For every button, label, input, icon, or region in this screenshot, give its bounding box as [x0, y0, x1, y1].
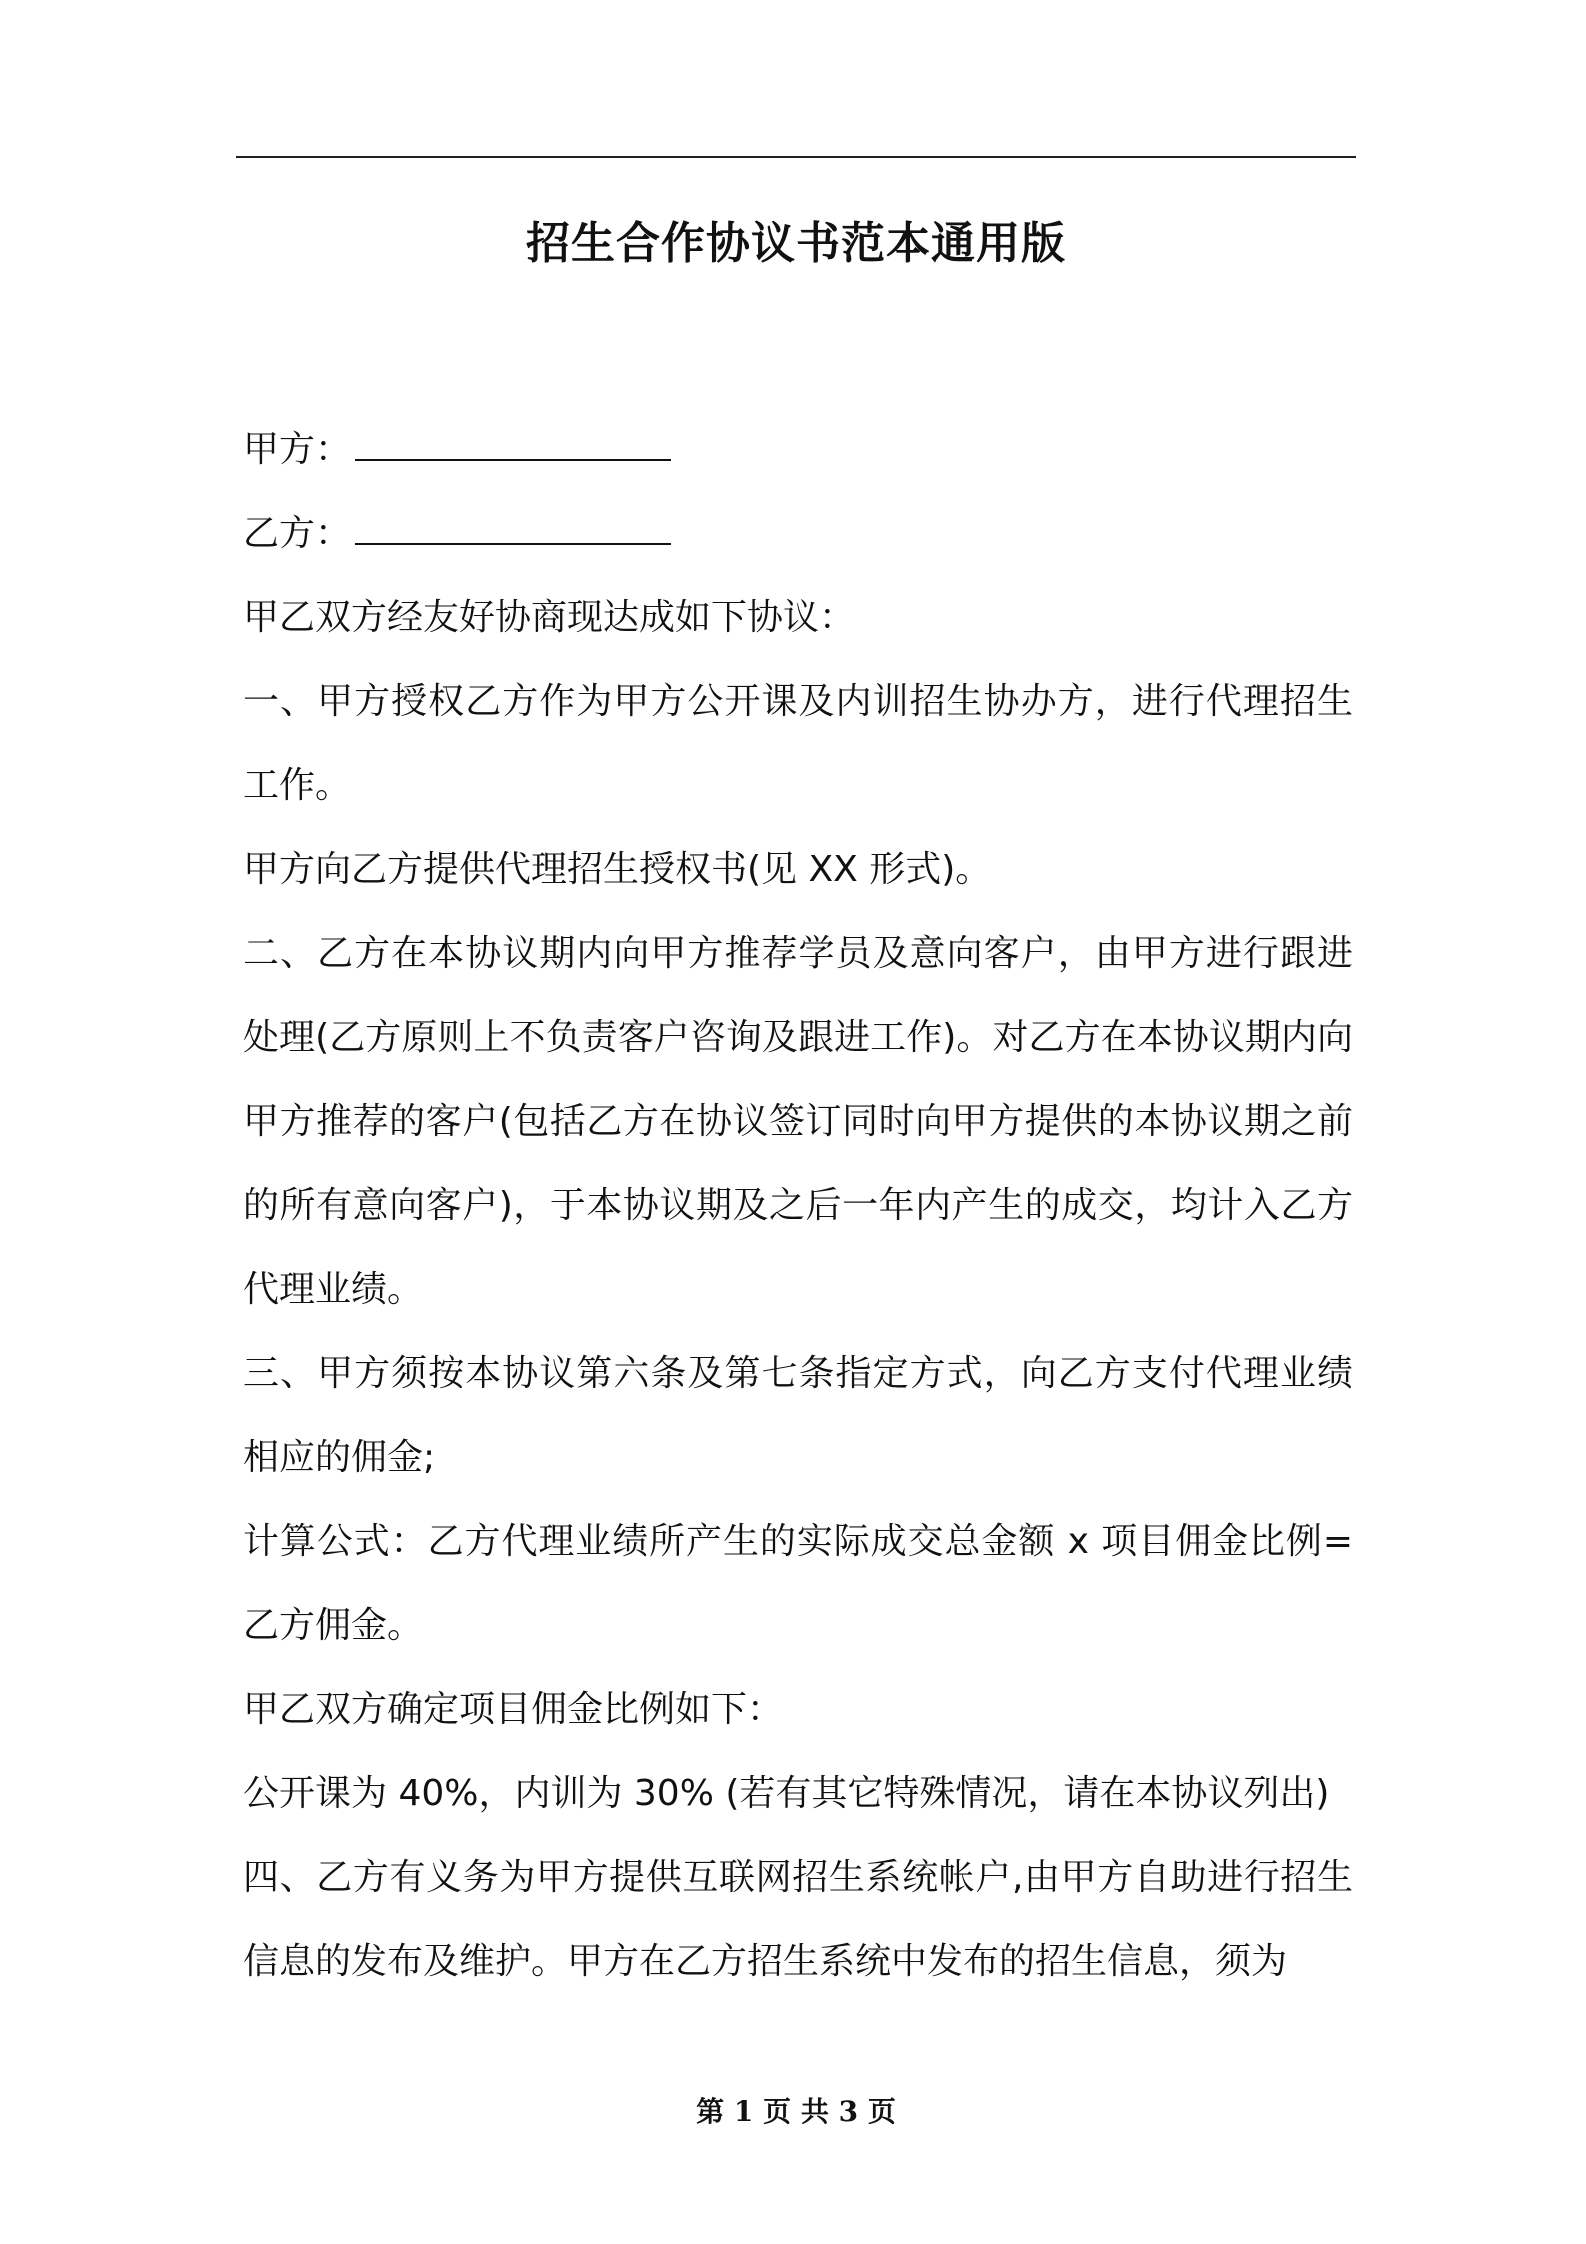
party-b-line — [243, 492, 1353, 576]
paragraph: 四、乙方有义务为甲方提供互联网招生系统帐户,由甲方自助进行招生信息的发布及维护。甲方在乙方招生系统中发布的招生信息，须为 — [243, 1857, 1353, 1982]
paragraph: 甲乙双方确定项目佣金比例如下： — [243, 1689, 784, 1730]
header-rule — [236, 156, 1356, 158]
party-a-label: 甲方： — [243, 429, 352, 470]
paragraph: 公开课为 40%，内训为 30% (若有其它特殊情况，请在本协议列出) — [243, 1773, 1330, 1814]
paragraph: 甲乙双方经友好协商现达成如下协议： — [243, 597, 856, 638]
paragraph: 甲方向乙方提供代理招生授权书(见 XX 形式)。 — [243, 849, 992, 890]
paragraph: 三、甲方须按本协议第六条及第七条指定方式，向乙方支付代理业绩相应的佣金; — [243, 1353, 1353, 1478]
document-body — [243, 408, 1353, 2004]
party-a-line — [243, 408, 1353, 492]
document-title: 招生合作协议书范本通用版 — [526, 218, 1066, 269]
paragraph: 一、甲方授权乙方作为甲方公开课及内训招生协办方，进行代理招生工作。 — [243, 681, 1353, 806]
page-footer: 第 1 页 共 3 页 — [696, 2095, 896, 2128]
party-a-blank — [355, 429, 671, 461]
party-b-blank — [355, 513, 671, 545]
paragraph: 计算公式：乙方代理业绩所产生的实际成交总金额 x 项目佣金比例=乙方佣金。 — [243, 1521, 1353, 1646]
paragraph: 二、乙方在本协议期内向甲方推荐学员及意向客户，由甲方进行跟进处理(乙方原则上不负责客户咨询及跟进工作)。对乙方在本协议期内向甲方推荐的客户(包括乙方在协议签订同时向甲方提供的本协议期之前的所有意向客户)，于本协议期及之后一年内产生的成交，均计入乙方代理业绩。 — [243, 933, 1353, 1310]
party-b-label: 乙方： — [243, 513, 352, 554]
